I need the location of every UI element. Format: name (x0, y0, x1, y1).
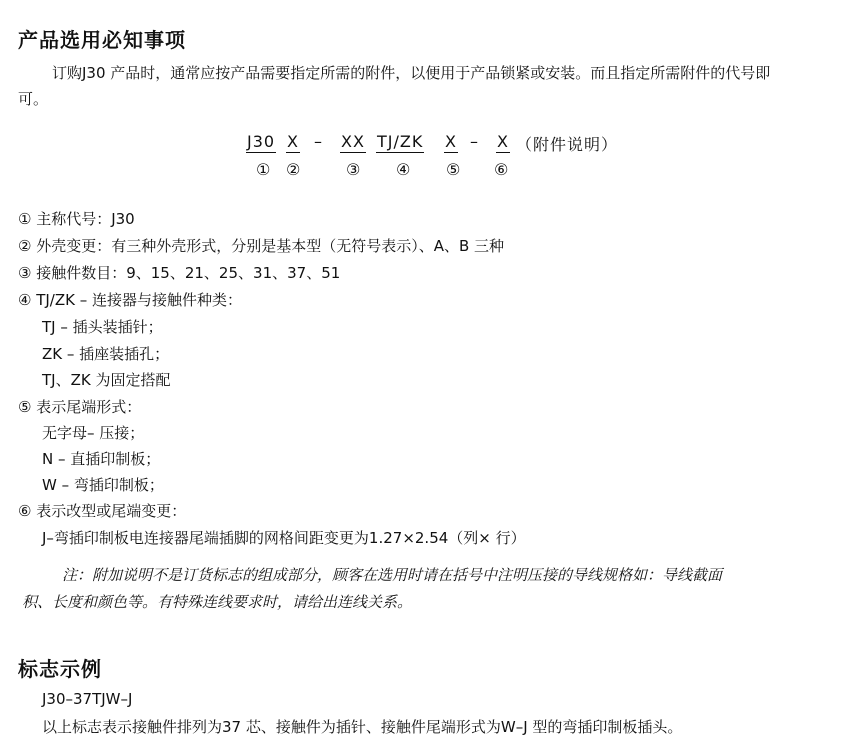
list-item: J–弯插印制板电连接器尾端插脚的网格间距变更为1.27×2.54（列× 行） (42, 529, 526, 547)
note-line2: 积、长度和颜色等。有特殊连线要求时，请给出连线关系。 (22, 593, 413, 611)
section-title-selection: 产品选用必知事项 (18, 28, 186, 52)
code-part-shell: X (287, 132, 299, 151)
list-item: ZK – 插座装插孔； (42, 345, 170, 363)
list-item: ⑥ 表示改型或尾端变更： (18, 502, 187, 520)
section-title-example: 标志示例 (18, 657, 102, 681)
code-number-3: ③ (346, 160, 361, 179)
list-item: ② 外壳变更：有三种外壳形式，分别是基本型（无符号表示）、A、B 三种 (18, 237, 505, 255)
code-part-accessory-note: （附件说明） (516, 135, 619, 154)
code-separator: – (314, 132, 323, 151)
code-separator: – (470, 132, 479, 151)
list-item: 无字母– 压接； (42, 424, 145, 442)
code-part-type: TJ/ZK (377, 132, 424, 151)
example-explanation: 以上标志表示接触件排列为37 芯、接触件为插针、接触件尾端形式为W–J 型的弯插印制板插头。 (42, 718, 683, 736)
code-part-modification: X (497, 132, 509, 151)
code-number-2: ② (286, 160, 301, 179)
code-part-tail: X (445, 132, 457, 151)
code-number-6: ⑥ (494, 160, 509, 179)
list-item: TJ – 插头装插针； (42, 318, 163, 336)
list-item: ③ 接触件数目：9、15、21、25、31、37、51 (18, 264, 341, 282)
list-item: ① 主称代号：J30 (18, 210, 135, 228)
list-item: ④ TJ/ZK – 连接器与接触件种类： (18, 291, 243, 309)
example-code: J30–37TJW–J (42, 690, 133, 708)
list-item: TJ、ZK 为固定搭配 (42, 371, 171, 389)
note-line1: 注：附加说明不是订货标志的组成部分，顾客在选用时请在括号中注明压接的导线规格如：导线截面 (62, 566, 723, 584)
intro-paragraph-line1: 订购J30 产品时，通常应按产品需要指定所需的附件，以便用于产品锁紧或安装。而且指定所需附件的代号即 (52, 64, 771, 82)
list-item: N – 直插印制板； (42, 450, 161, 468)
list-item: ⑤ 表示尾端形式： (18, 398, 142, 416)
list-item: W – 弯插印制板； (42, 476, 164, 494)
code-number-4: ④ (396, 160, 411, 179)
code-number-5: ⑤ (446, 160, 461, 179)
code-part-contacts: XX (341, 132, 365, 151)
code-number-1: ① (256, 160, 271, 179)
intro-paragraph-line2: 可。 (18, 90, 49, 108)
code-part-series: J30 (247, 132, 276, 151)
